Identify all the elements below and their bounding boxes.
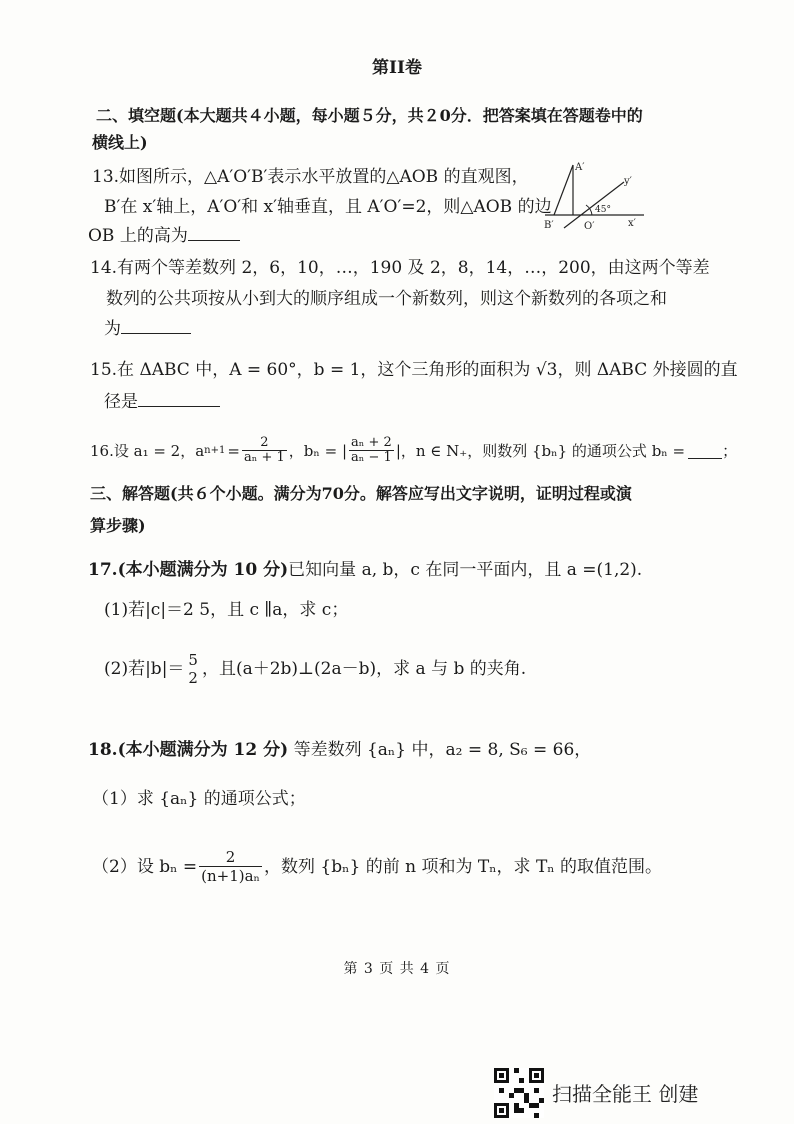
q18-stem: 等差数列 {aₙ} 中，a₂ = 8, S₆ = 66， bbox=[288, 740, 592, 760]
label-y: y′ bbox=[624, 176, 632, 187]
q16-fraction-1: $\frac{2}{\text{aₙ + 1}}$ bbox=[243, 435, 285, 465]
q17-part1: (1)若|c|＝2 5，且 c ∥a，求 c； bbox=[104, 600, 349, 620]
q17-title: 17.(本小题满分为 10 分) bbox=[88, 560, 289, 580]
part2-heading-line2: 横线上) bbox=[92, 133, 148, 152]
label-o: O′ bbox=[584, 221, 595, 232]
part3-heading-line2: 算步骤) bbox=[90, 516, 146, 535]
a-b-segment bbox=[554, 165, 573, 215]
q17-part2: (2)若|b|＝ 5 2 ，且(a＋2b)⊥(2a－b)，求 a 与 b 的夹角. bbox=[104, 651, 527, 687]
q18-fraction: $\frac{2}{\text{(n+1)aₙ}}$ bbox=[201, 848, 261, 885]
part2-heading-line1: 二、填空题(本大题共４小题，每小题５分，共２0分．把答案填在答题卷中的 bbox=[96, 106, 643, 125]
q15-answer-blank[interactable] bbox=[138, 390, 220, 407]
q18-part1: （1）求 {aₙ} 的通项公式； bbox=[92, 789, 306, 809]
q13-line3: OB 上的高为 bbox=[88, 224, 240, 248]
q17-stem: 已知向量 a, b，c 在同一平面内，且 a =(1,2). bbox=[288, 560, 643, 580]
q18-part2: （2）设 bₙ = $\frac{2}{\text{(n+1)aₙ}}$ ，数列 {bₙ} 的前 n 项和为 Tₙ，求 Tₙ 的取值范围。 bbox=[92, 848, 663, 885]
q18-title: 18.(本小题满分为 12 分) bbox=[88, 740, 289, 760]
q15-line1: 15.在 ΔABC 中，A = 60°，b = 1，这个三角形的面积为 √3，则 ΔABC 外接圆的直 bbox=[90, 360, 738, 380]
q15-line2: 径是 bbox=[104, 390, 220, 414]
q13-line2: B′在 x′轴上，A′O′和 x′轴垂直，且 A′O′=2，则△AOB 的边 bbox=[104, 197, 552, 217]
q14-line3: 为 bbox=[104, 317, 191, 341]
scanner-watermark: 扫描全能王 创建 bbox=[552, 1082, 699, 1106]
label-angle: 45° bbox=[595, 205, 611, 215]
q14-answer-blank[interactable] bbox=[121, 317, 191, 334]
q13-figure bbox=[540, 160, 650, 235]
q13-answer-blank[interactable] bbox=[188, 224, 240, 241]
section-title: 第II卷 bbox=[372, 58, 422, 78]
label-x: x′ bbox=[628, 218, 636, 229]
q14-line2: 数列的公共项按从小到大的顺序组成一个新数列，则这个新数列的各项之和 bbox=[106, 289, 667, 309]
label-b: B′ bbox=[544, 220, 554, 231]
q16-answer-blank[interactable] bbox=[688, 442, 722, 459]
page-footer: 第 3 页 共 4 页 bbox=[343, 961, 451, 977]
q13-line1: 13.如图所示，△A′O′B′表示水平放置的△AOB 的直观图， bbox=[92, 167, 529, 187]
q14-line1: 14.有两个等差数列 2，6，10，…，190 及 2，8，14，…，200，由这两个等差 bbox=[90, 258, 710, 278]
q16-fraction-2: $\frac{\text{aₙ + 2}}{\text{aₙ − 1}}$ bbox=[351, 435, 392, 465]
label-a: A′ bbox=[575, 162, 585, 173]
q16-line: 16.设 a₁ = 2，a n+1 = $\frac{2}{\text{aₙ + 1}}$ ，bₙ = | $\frac{\text{aₙ + 2}}{\text{aₙ − 1}}$ |，n ∈ N₊，则数列 {bₙ} 的通项公式 bₙ = ； bbox=[90, 435, 738, 465]
q18-stem-line bbox=[88, 738, 591, 762]
part3-heading-line1: 三、解答题(共６个小题。满分为70分。解答应写出文字说明，证明过程或演 bbox=[90, 484, 632, 503]
q17-fraction: 5 2 bbox=[188, 651, 198, 687]
q17-stem-line bbox=[88, 558, 642, 582]
qr-code-icon bbox=[494, 1068, 544, 1118]
